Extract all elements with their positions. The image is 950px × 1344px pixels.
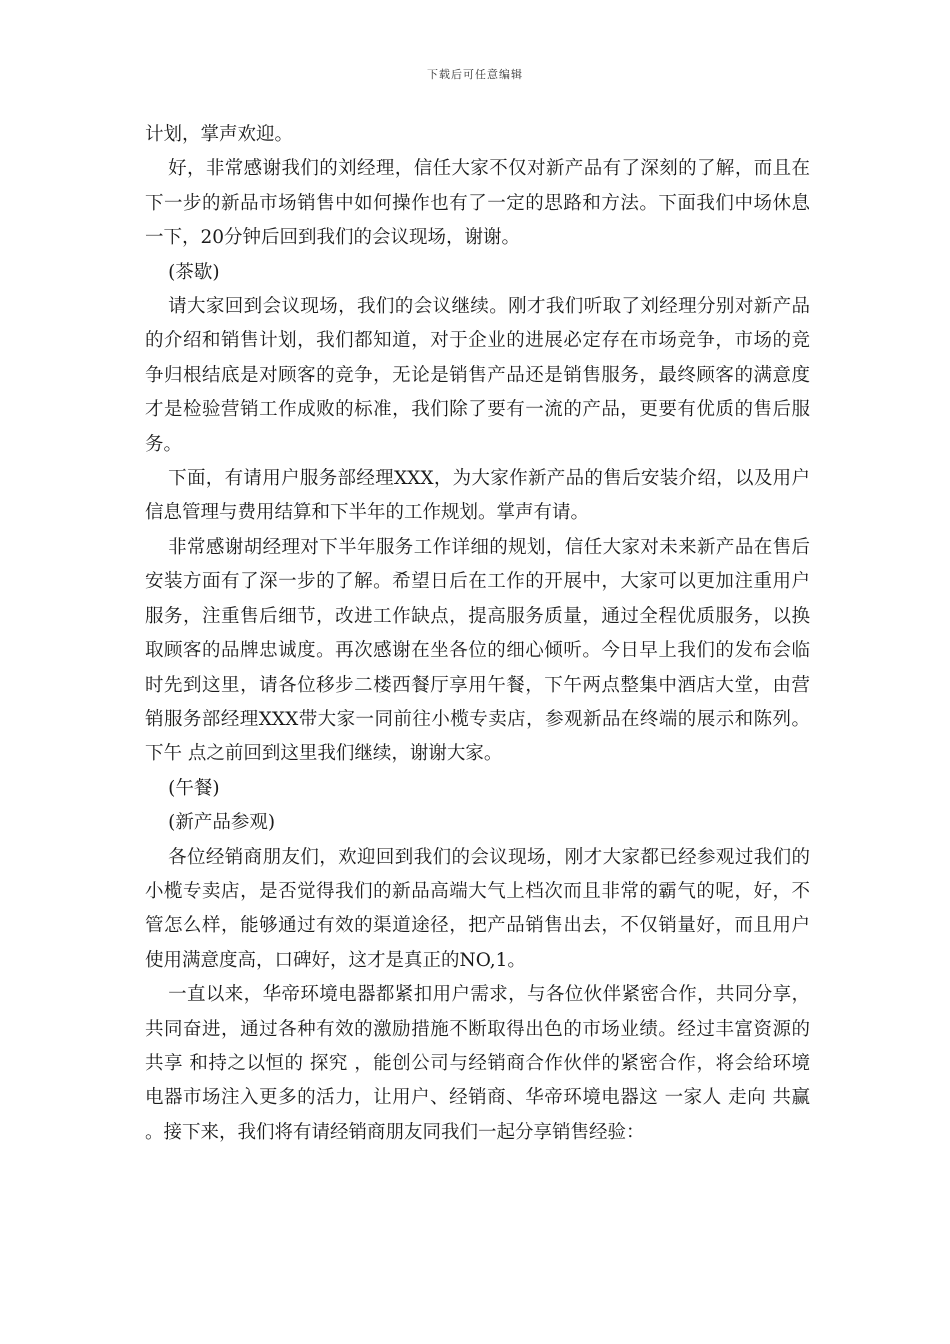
paragraph-plan-intro: 计划，掌声欢迎。 (145, 124, 294, 145)
paragraph-meeting-resume: 请大家回到会议现场，我们的会议继续。刚才我们听取了刘经理分别对新产品的介绍和销售计划，我们都知道，对于企业的进展必定存在市场竞争，市场的竞争归根结底是对顾客的竞争，无论是销售产品还是销售服务，最终顾客的满意度才是检验营销工作成败的标准，我们除了要有一流的产品，更要有优质的售后服务。 (145, 296, 810, 455)
paragraph-service-manager: 下面，有请用户服务部经理XXX，为大家作新产品的售后安装介绍，以及用户信息管理与费用结算和下半年的工作规划。掌声有请。 (145, 468, 810, 524)
document-body (145, 118, 810, 1150)
paragraph-thanks-liu: 好，非常感谢我们的刘经理，信任大家不仅对新产品有了深刻的了解，而且在下一步的新品市场销售中如何操作也有了一定的思路和方法。下面我们中场休息一下，20分钟后回到我们的会议现场，谢谢。 (145, 158, 810, 249)
paragraph-dealers-welcome: 各位经销商朋友们，欢迎回到我们的会议现场，刚才大家都已经参观过我们的小榄专卖店，是否觉得我们的新品高端大气上档次而且非常的霸气的呢，好，不管怎么样，能够通过有效的渠道途径，把产品销售出去，不仅销量好，而且用户使用满意度高，口碑好，这才是真正的NO,1。 (145, 846, 810, 971)
paragraph-lunch: (午餐) (168, 777, 220, 799)
paragraph-thanks-hu: 非常感谢胡经理对下半年服务工作详细的规划，信任大家对未来新产品在售后安装方面有了深一步的了解。希望日后在工作的开展中，大家可以更加注重用户服务，注重售后细节，改进工作缺点，提高服务质量，通过全程优质服务，以换取顾客的品牌忠诚度。再次感谢在坐各位的细心倾听。今日早上我们的发布会临时先到这里，请各位移步二楼西餐厅享用午餐，下午两点整集中酒店大堂，由营销服务部经理XXX带大家一同前往小榄专卖店，参观新品在终端的展示和陈列。下午 点之前回到这里我们继续，谢谢大家。 (145, 536, 810, 765)
page-header: 下载后可任意编辑 (427, 68, 523, 81)
paragraph-tea-break: (茶歇) (168, 261, 220, 283)
paragraph-product-visit: (新产品参观) (168, 812, 276, 834)
paragraph-vatti-partnership: 一直以来，华帝环境电器都紧扣用户需求，与各位伙伴紧密合作，共同分享，共同奋进，通过各种有效的激励措施不断取得出色的市场业绩。经过丰富资源的 共享 和持之以恒的 探究 ，能创公司与经销商合作伙伴的紧密合作，将会给环境电器市场注入更多的活力，让用户、经销商、华帝环境电器这 一家人 走向 共赢 。接下来，我们将有请经销商朋友同我们一起分享销售经验： (145, 984, 810, 1143)
